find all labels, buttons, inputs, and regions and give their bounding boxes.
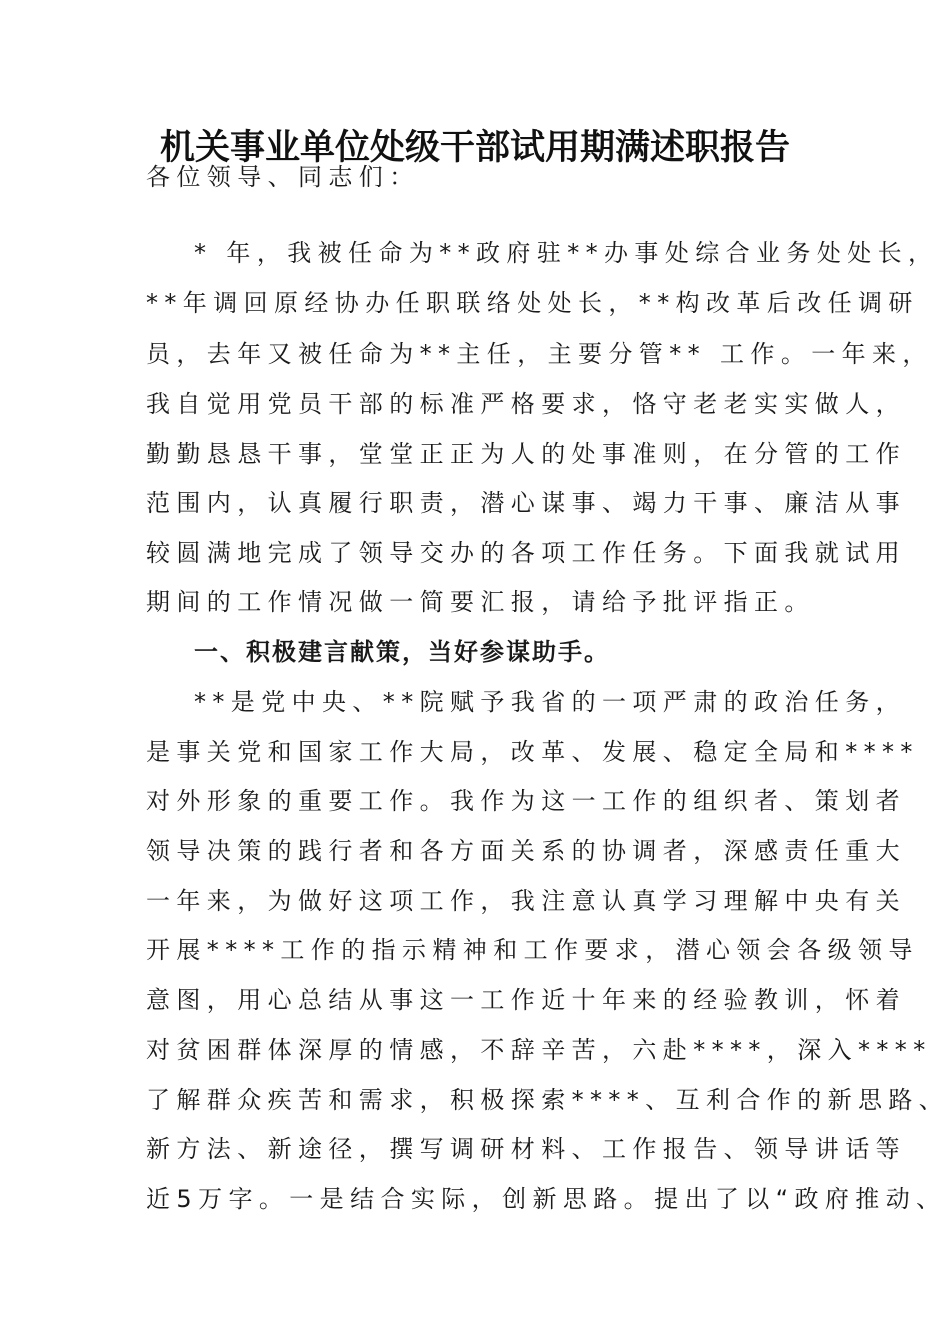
paragraph-line: 开展****工作的指示精神和工作要求，潜心领会各级领导 bbox=[146, 936, 919, 964]
section-heading: 一、积极建言献策，当好参谋助手。 bbox=[194, 638, 610, 666]
paragraph-line: 领导决策的践行者和各方面关系的协调者，深感责任重大 bbox=[146, 837, 906, 865]
paragraph-line: 期间的工作情况做一简要汇报，请给予批评指正。 bbox=[146, 588, 815, 616]
paragraph-line: 了解群众疾苦和需求，积极探索****、互利合作的新思路、 bbox=[146, 1086, 950, 1114]
paragraph-line: 范围内，认真履行职责，潜心谋事、竭力干事、廉洁从事 bbox=[146, 489, 906, 517]
paragraph-line: 员，去年又被任命为**主任，主要分管** 工作。一年来， bbox=[146, 340, 933, 368]
paragraph-line: **年调回原经协办任职联络处处长，**构改革后改任调研 bbox=[146, 289, 919, 317]
paragraph-line: 勤勤恳恳干事，堂堂正正为人的处事准则，在分管的工作 bbox=[146, 440, 906, 468]
paragraph-line: 较圆满地完成了领导交办的各项工作任务。下面我就试用 bbox=[146, 539, 906, 567]
paragraph-line: 我自觉用党员干部的标准严格要求，恪守老老实实做人， bbox=[146, 390, 906, 418]
paragraph-line: 近5万字。一是结合实际，创新思路。提出了以“政府推动、 bbox=[146, 1185, 947, 1213]
paragraph-line: 意图，用心总结从事这一工作近十年来的经验教训，怀着 bbox=[146, 986, 906, 1014]
paragraph-line: 新方法、新途径，撰写调研材料、工作报告、领导讲话等 bbox=[146, 1135, 906, 1163]
paragraph-line: 对贫困群体深厚的情感，不辞辛苦，六赴****，深入**** bbox=[146, 1036, 932, 1064]
paragraph-line: * 年，我被任命为**政府驻**办事处综合业务处处长， bbox=[194, 239, 939, 267]
document-title: 机关事业单位处级干部试用期满述职报告 bbox=[159, 127, 790, 168]
paragraph-line: 对外形象的重要工作。我作为这一工作的组织者、策划者 bbox=[146, 787, 906, 815]
paragraph-line: 是事关党和国家工作大局，改革、发展、稳定全局和**** bbox=[146, 738, 919, 766]
paragraph-line: 一年来，为做好这项工作，我注意认真学习理解中央有关 bbox=[146, 887, 906, 915]
greeting: 各位领导、同志们： bbox=[146, 163, 420, 191]
paragraph-line: **是党中央、**院赋予我省的一项严肃的政治任务， bbox=[194, 688, 906, 716]
